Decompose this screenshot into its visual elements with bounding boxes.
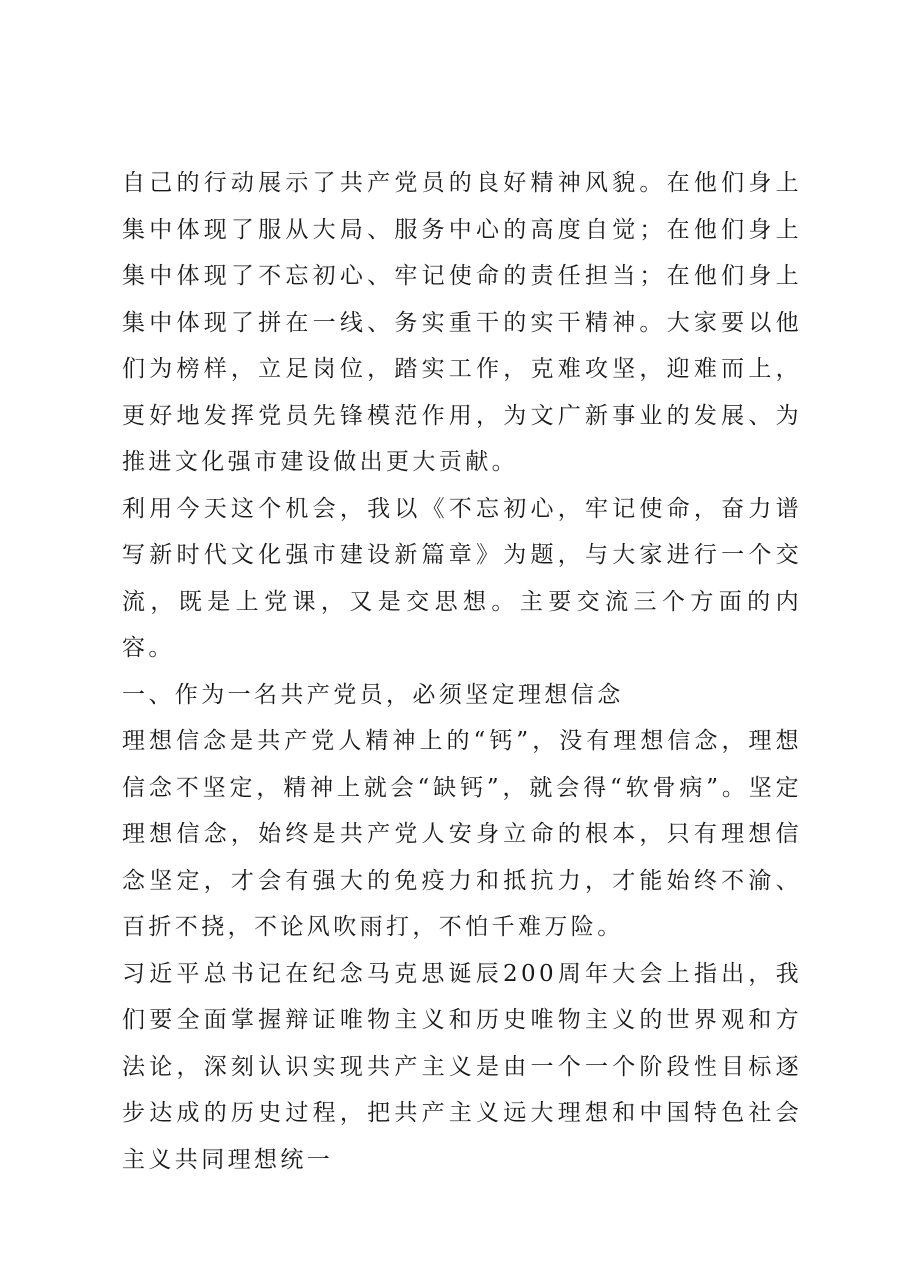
paragraph-3: 理想信念是共产党人精神上的“钙”，没有理想信念，理想信念不坚定，精神上就会“缺钙”，就会得“软骨病”。坚定理想信念，始终是共产党人安身立命的根本，只有理想信念坚定，才会有强大的免疫力和抵抗力，才能始终不渝、百折不挠，不论风吹雨打，不怕千难万险。 bbox=[122, 728, 802, 940]
document-body bbox=[122, 160, 802, 1183]
paragraph-1: 自己的行动展示了共产党员的良好精神风貌。在他们身上集中体现了服从大局、服务中心的高度自觉；在他们身上集中体现了不忘初心、牢记使命的责任担当；在他们身上集中体现了拼在一线、务实重干的实干精神。大家要以他们为榜样，立足岗位，踏实工作，克难攻坚，迎难而上，更好地发挥党员先锋模范作用，为文广新事业的发展、为推进文化强市建设做出更大贡献。 bbox=[122, 170, 802, 475]
paragraph-2: 利用今天这个机会，我以《不忘初心，牢记使命，奋力谱写新时代文化强市建设新篇章》为题，与大家进行一个交流，既是上党课，又是交思想。主要交流三个方面的内容。 bbox=[122, 495, 802, 661]
section-heading-1: 一、作为一名共产党员，必须坚定理想信念 bbox=[122, 681, 624, 708]
paragraph-4: 习近平总书记在纪念马克思诞辰200周年大会上指出，我们要全面掌握辩证唯物主义和历史唯物主义的世界观和方法论，深刻认识实现共产主义是由一个一个阶段性目标逐步达成的历史过程，把共产主义远大理想和中国特色社会主义共同理想统一 bbox=[122, 960, 802, 1173]
